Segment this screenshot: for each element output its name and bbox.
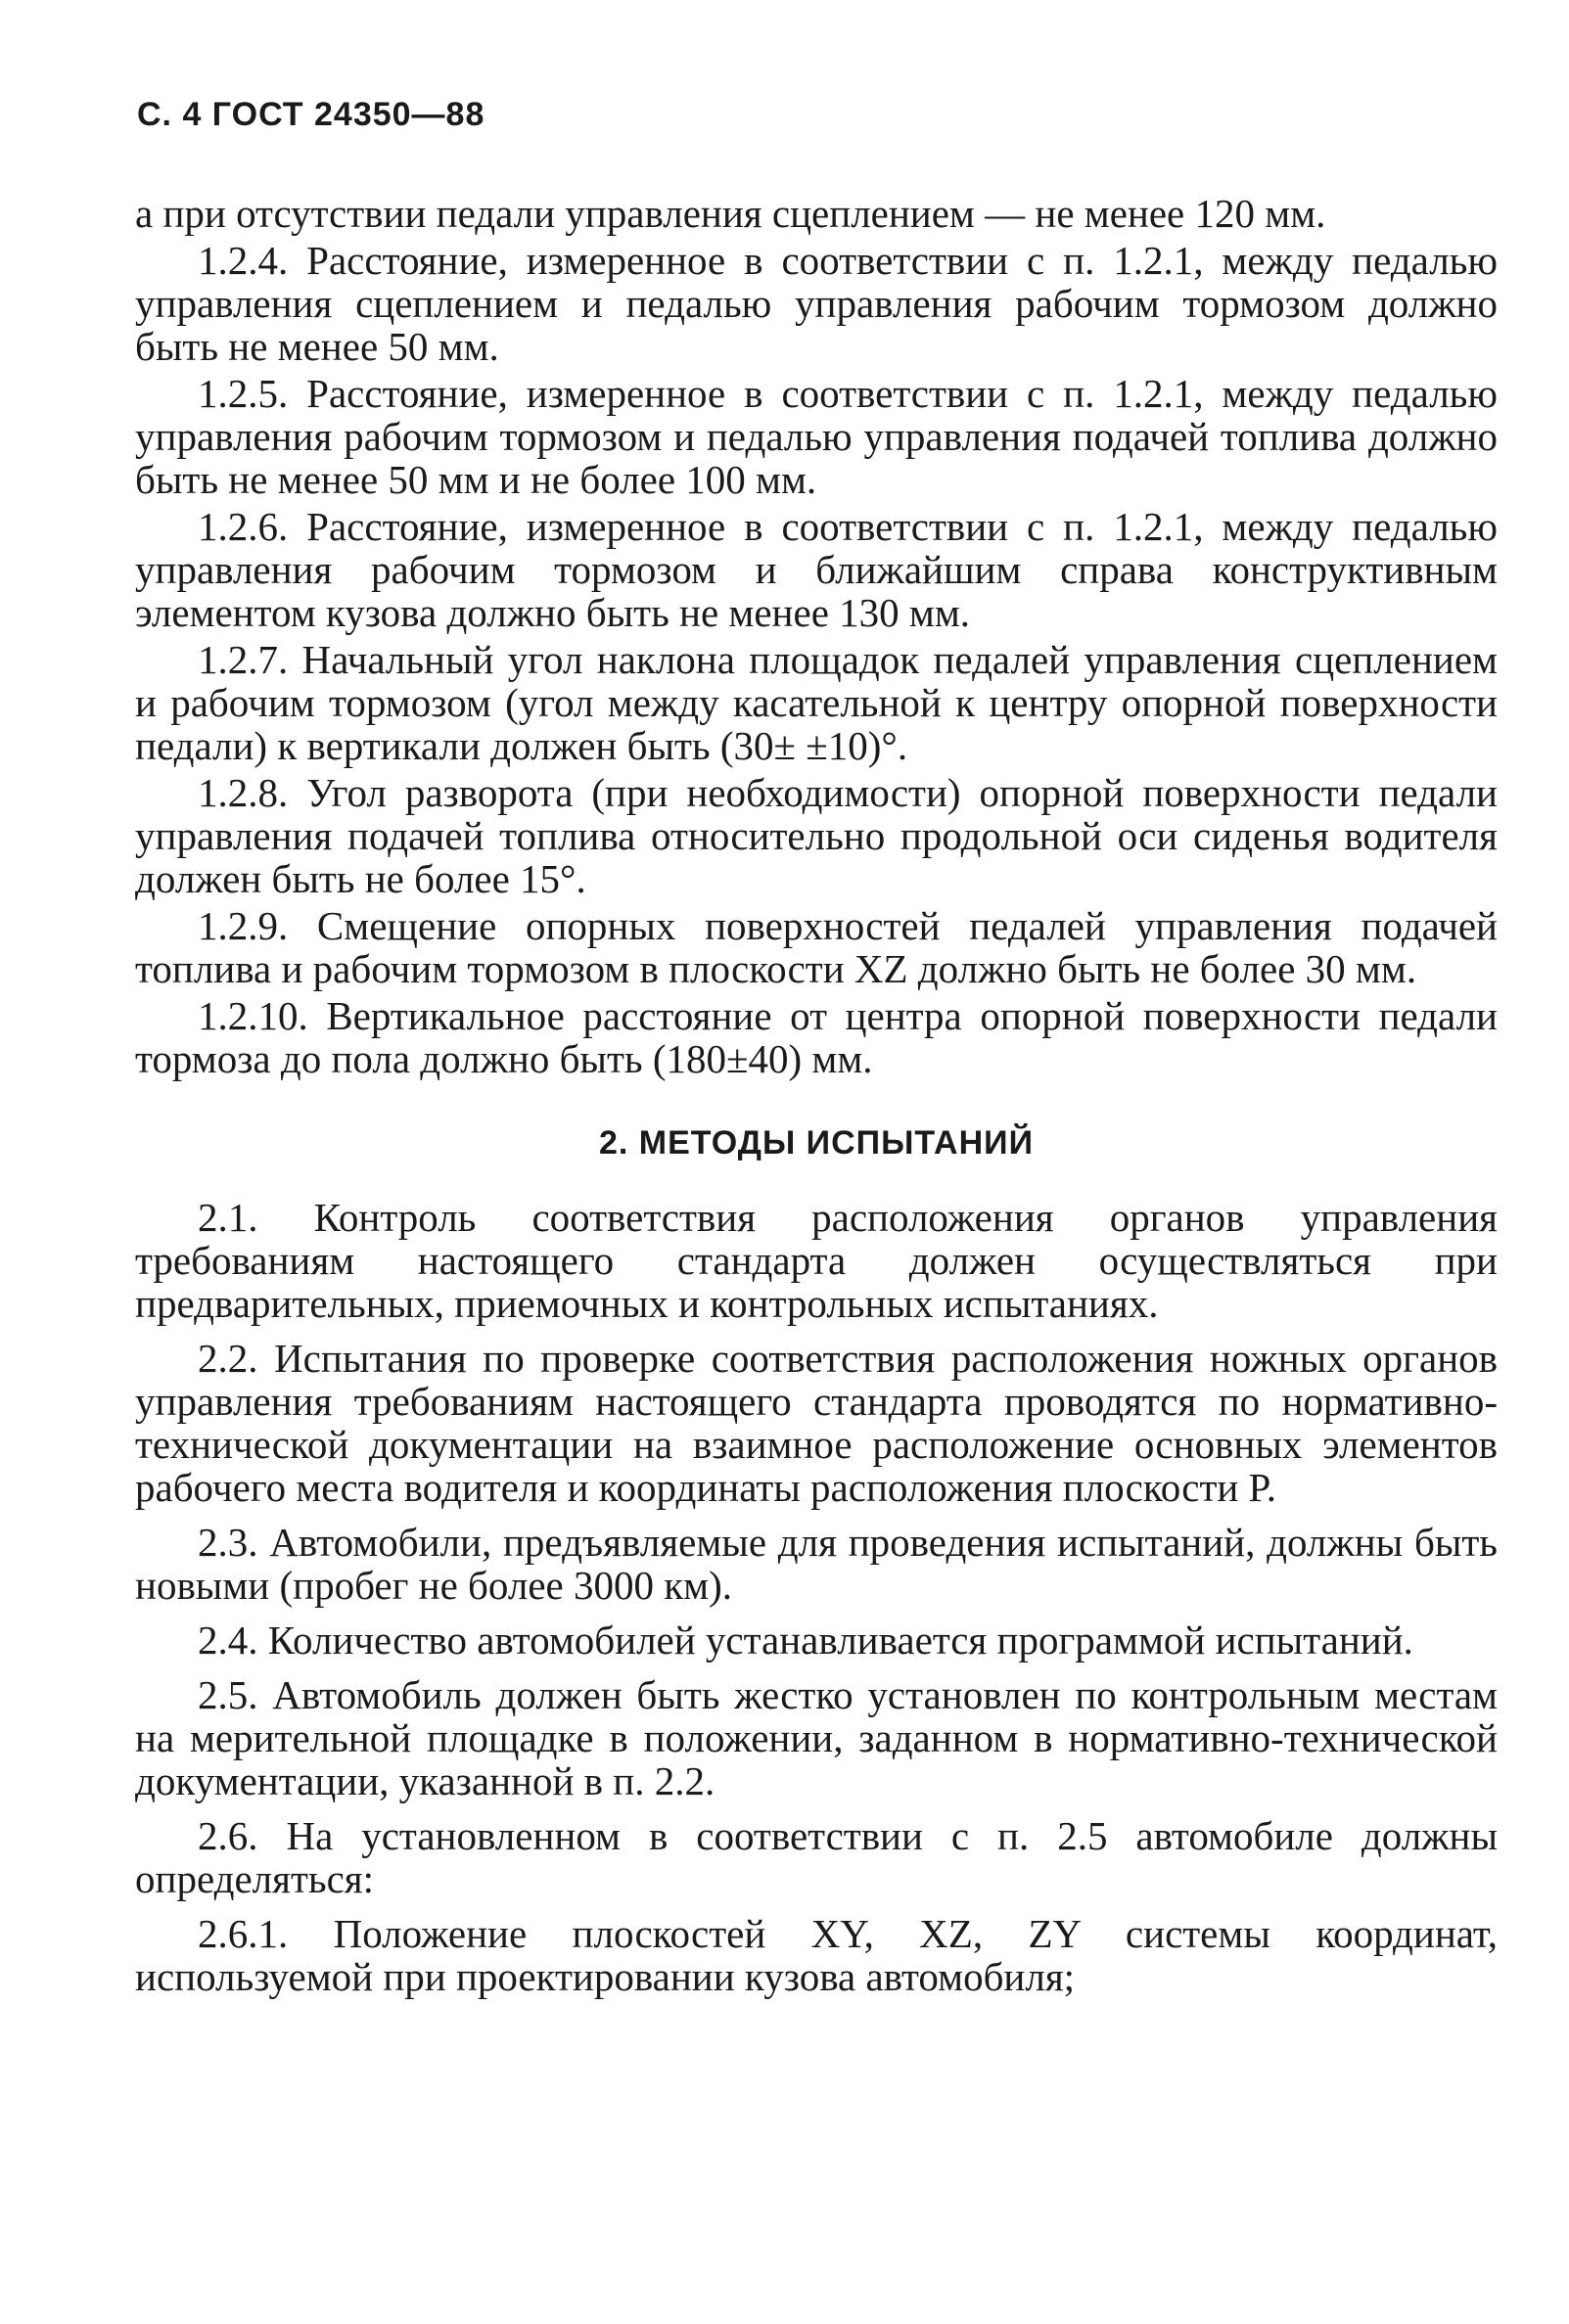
paragraph-1-2-7: 1.2.7. Начальный угол наклона площадок педалей управления сцеплением и рабочим тормозом (угол между касательной к центру опорной поверхности педали) к вертикали должен быть (30± ±10)°. xyxy=(135,637,1498,768)
paragraph-2-5: 2.5. Автомобиль должен быть жестко установлен по контрольным местам на мерительной площадке в положении, заданном в нормативно-технической документации, указанной в п. 2.2. xyxy=(135,1672,1498,1803)
paragraph-1-2-10: 1.2.10. Вертикальное расстояние от центра опорной поверхности педали тормоза до пола должно быть (180±40) мм. xyxy=(135,993,1498,1081)
running-head: С. 4 ГОСТ 24350—88 xyxy=(137,96,485,133)
paragraph-1-2-9: 1.2.9. Смещение опорных поверхностей педалей управления подачей топлива и рабочим тормозом в плоскости XZ должно быть не более 30 мм. xyxy=(135,903,1498,991)
document-body xyxy=(135,192,1498,2002)
section-heading: 2. МЕТОДЫ ИСПЫТАНИЙ xyxy=(599,1124,1034,1162)
paragraph-2-1: 2.1. Контроль соответствия расположения органов управления требованиям настоящего стандарта должен осуществляться при предварительных, приемочных и контрольных испытаниях. xyxy=(135,1195,1498,1326)
paragraph-1-2-4: 1.2.4. Расстояние, измеренное в соответствии с п. 1.2.1, между педалью управления сцеплением и педалью управления рабочим тормозом должно быть не менее 50 мм. xyxy=(135,238,1498,369)
paragraph-1-2-8: 1.2.8. Угол разворота (при необходимости) опорной поверхности педали управления подачей топлива относительно продольной оси сиденья водителя должен быть не более 15°. xyxy=(135,770,1498,901)
paragraph-2-3: 2.3. Автомобили, предъявляемые для проведения испытаний, должны быть новыми (пробег не более 3000 км). xyxy=(135,1520,1498,1608)
paragraph-continuation: а при отсутствии педали управления сцеплением — не менее 120 мм. xyxy=(135,191,1326,236)
paragraph-2-6-1: 2.6.1. Положение плоскостей XY, XZ, ZY системы координат, используемой при проектировании кузова автомобиля; xyxy=(135,1911,1498,1999)
paragraph-2-4: 2.4. Количество автомобилей устанавливается программой испытаний. xyxy=(198,1618,1413,1663)
paragraph-2-6: 2.6. На установленном в соответствии с п. 2.5 автомобиле должны определяться: xyxy=(135,1813,1498,1901)
paragraph-1-2-5: 1.2.5. Расстояние, измеренное в соответствии с п. 1.2.1, между педалью управления рабочим тормозом и педалью управления подачей топлива должно быть не менее 50 мм и не более 100 мм. xyxy=(135,371,1498,502)
paragraph-2-2: 2.2. Испытания по проверке соответствия расположения ножных органов управления требованиям настоящего стандарта проводятся по нормативно-технической документации на взаимное расположение основных элементов рабочего места водителя и координаты расположения плоскости P. xyxy=(135,1336,1498,1510)
paragraph-1-2-6: 1.2.6. Расстояние, измеренное в соответствии с п. 1.2.1, между педалью управления рабочим тормозом и ближайшим справа конструктивным элементом кузова должно быть не менее 130 мм. xyxy=(135,504,1498,635)
